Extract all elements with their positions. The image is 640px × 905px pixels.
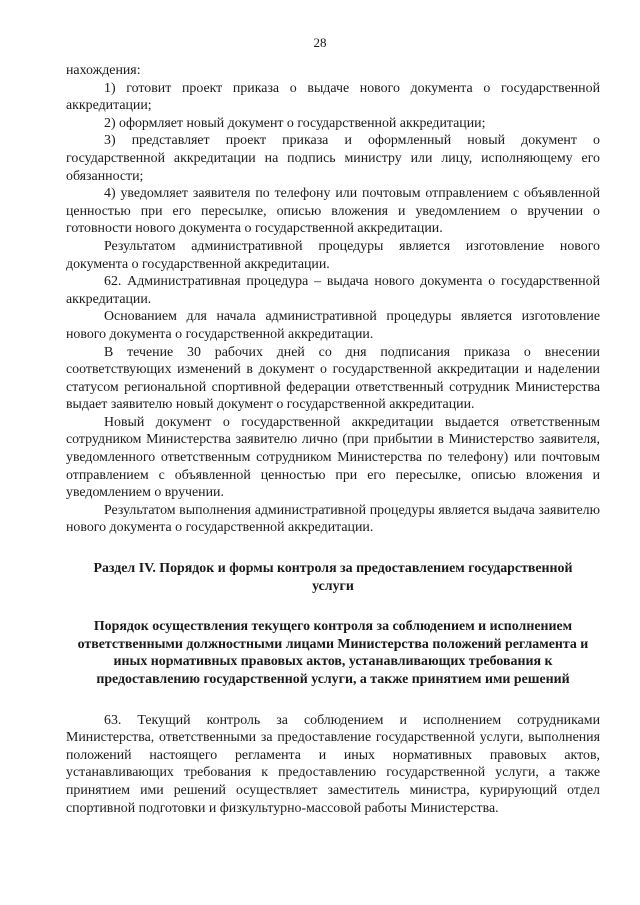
paragraph-63: 63. Текущий контроль за соблюдением и исполнением сотрудниками Министерства, ответственными за предоставление государственной услуги, выполнения положений настоящего регламента и иных нормативных правовых актов, устанавливающих требования к предоставлению государственной услуги, а также принятием ими решений осуществляет заместитель министра, курирующий отдел спортивной подготовки и физкультурно-массовой работы Министерства.	[66, 712, 600, 816]
paragraph: 1) готовит проект приказа о выдаче нового документа о государственной аккредитации;	[66, 80, 600, 114]
page-number: 28	[313, 35, 327, 50]
paragraph: Результатом административной процедуры является изготовление нового документа о государственной аккредитации.	[66, 238, 600, 272]
paragraph: 62. Административная процедура – выдача нового документа о государственной аккредитации.	[66, 274, 600, 307]
paragraphs-before	[66, 62, 600, 537]
paragraph: 3) представляет проект приказа и оформленный новый документ о государственной аккредитации на подпись министру или лицу, исполняющему его обязанности;	[66, 133, 600, 184]
paragraph: Новый документ о государственной аккредитации выдается ответственным сотрудником Министерства заявителю лично (при прибытии в Министерство заявителя, уведомленного ответственным сотрудником Министерства по телефону) или почтовым отправлением с объявленной ценностью при его пересылке, описью вложения и уведомлением о вручении.	[66, 414, 600, 501]
paragraph: Основанием для начала административной процедуры является изготовление нового документа о государственной аккредитации.	[66, 309, 600, 342]
paragraph: Результатом выполнения административной процедуры является выдача заявителю нового документа о государственной аккредитации.	[66, 502, 600, 536]
subsection-heading: Порядок осуществления текущего контроля за соблюдением и исполнением ответственными должностными лицами Министерства положений регламента и иных нормативных правовых актов, устанавливающих требования к предоставлению государственной услуги, а также принятием ими решений	[77, 619, 589, 687]
document-body	[66, 62, 600, 817]
paragraph: 2) оформляет новый документ о государственной аккредитации;	[104, 115, 486, 131]
paragraph: 4) уведомляет заявителя по телефону или почтовым отправлением с объявленной ценностью при его пересылке, описью вложения и уведомлением о вручении о готовности нового документа о государственной аккредитации.	[66, 186, 600, 237]
paragraph: В течение 30 рабочих дней со дня подписания приказа о внесении соответствующих изменений в документ о государственной аккредитации и наделении статусом региональной спортивной федерации ответственный сотрудник Министерства выдает заявителю новый документ о государственной аккредитации.	[66, 344, 600, 413]
paragraph: нахождения:	[66, 63, 141, 78]
section-heading: Раздел IV. Порядок и формы контроля за предоставлением государственной услуги	[93, 561, 573, 594]
